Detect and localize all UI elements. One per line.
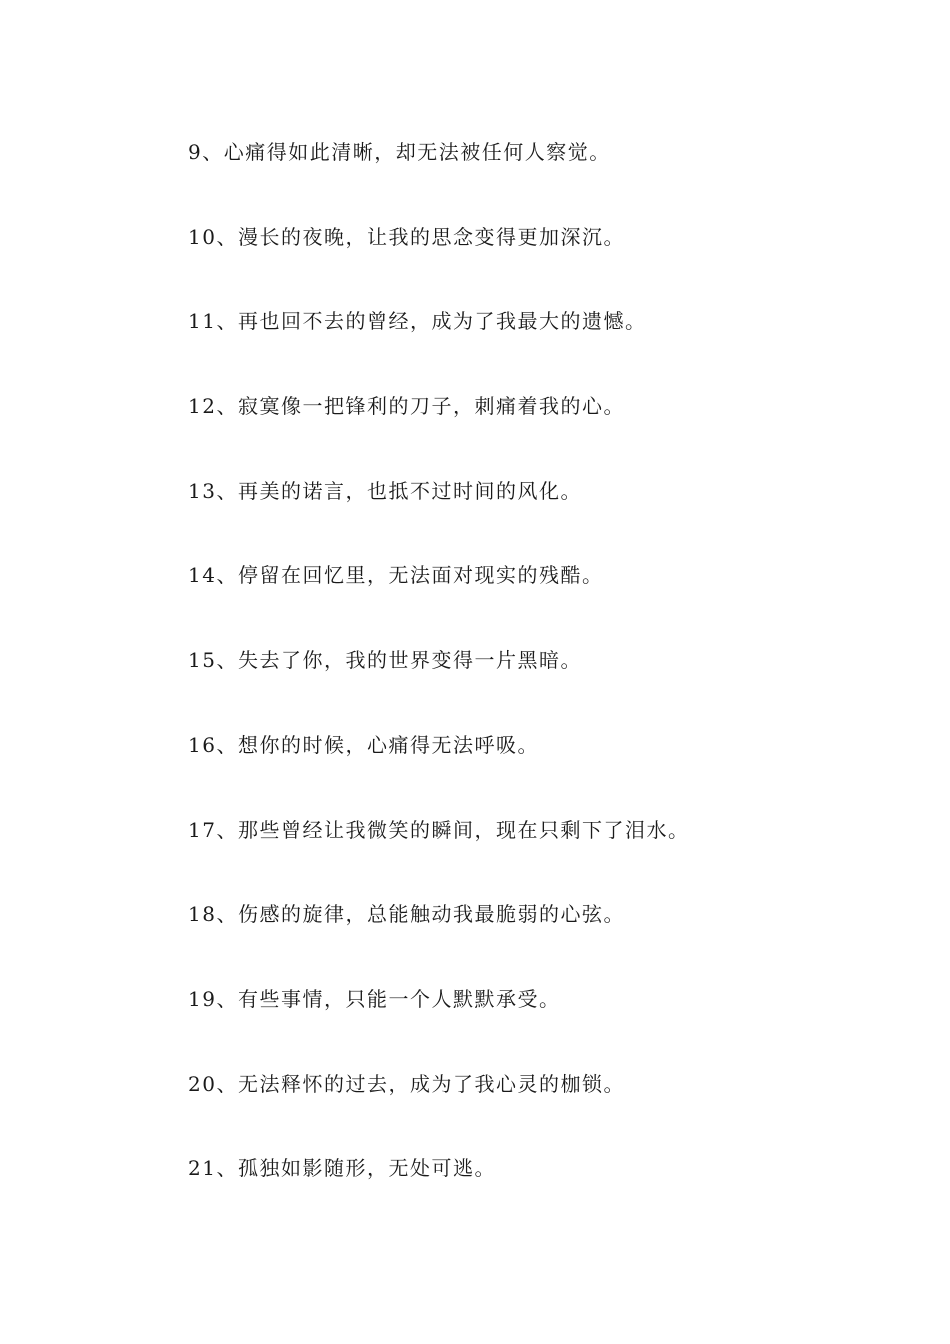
text-line: 10、漫长的夜晚，让我的思念变得更加深沉。 xyxy=(188,224,625,249)
text-line: 19、有些事情，只能一个人默默承受。 xyxy=(188,986,561,1011)
text-line: 13、再美的诺言，也抵不过时间的风化。 xyxy=(188,478,582,503)
text-line: 21、孤独如影随形，无处可逃。 xyxy=(188,1156,496,1181)
text-line: 12、寂寞像一把锋利的刀子，刺痛着我的心。 xyxy=(188,394,625,419)
text-line: 20、无法释怀的过去，成为了我心灵的枷锁。 xyxy=(188,1071,625,1096)
text-line: 18、伤感的旋律，总能触动我最脆弱的心弦。 xyxy=(188,902,625,927)
text-line: 9、心痛得如此清晰，却无法被任何人察觉。 xyxy=(188,140,611,164)
text-body xyxy=(188,136,888,1237)
text-line: 15、失去了你，我的世界变得一片黑暗。 xyxy=(188,648,582,673)
text-line: 11、再也回不去的曾经，成为了我最大的遗憾。 xyxy=(188,309,647,334)
text-line: 16、想你的时候，心痛得无法呼吸。 xyxy=(188,732,539,757)
text-line: 14、停留在回忆里，无法面对现实的残酷。 xyxy=(188,563,604,588)
text-line: 17、那些曾经让我微笑的瞬间，现在只剩下了泪水。 xyxy=(188,817,690,842)
